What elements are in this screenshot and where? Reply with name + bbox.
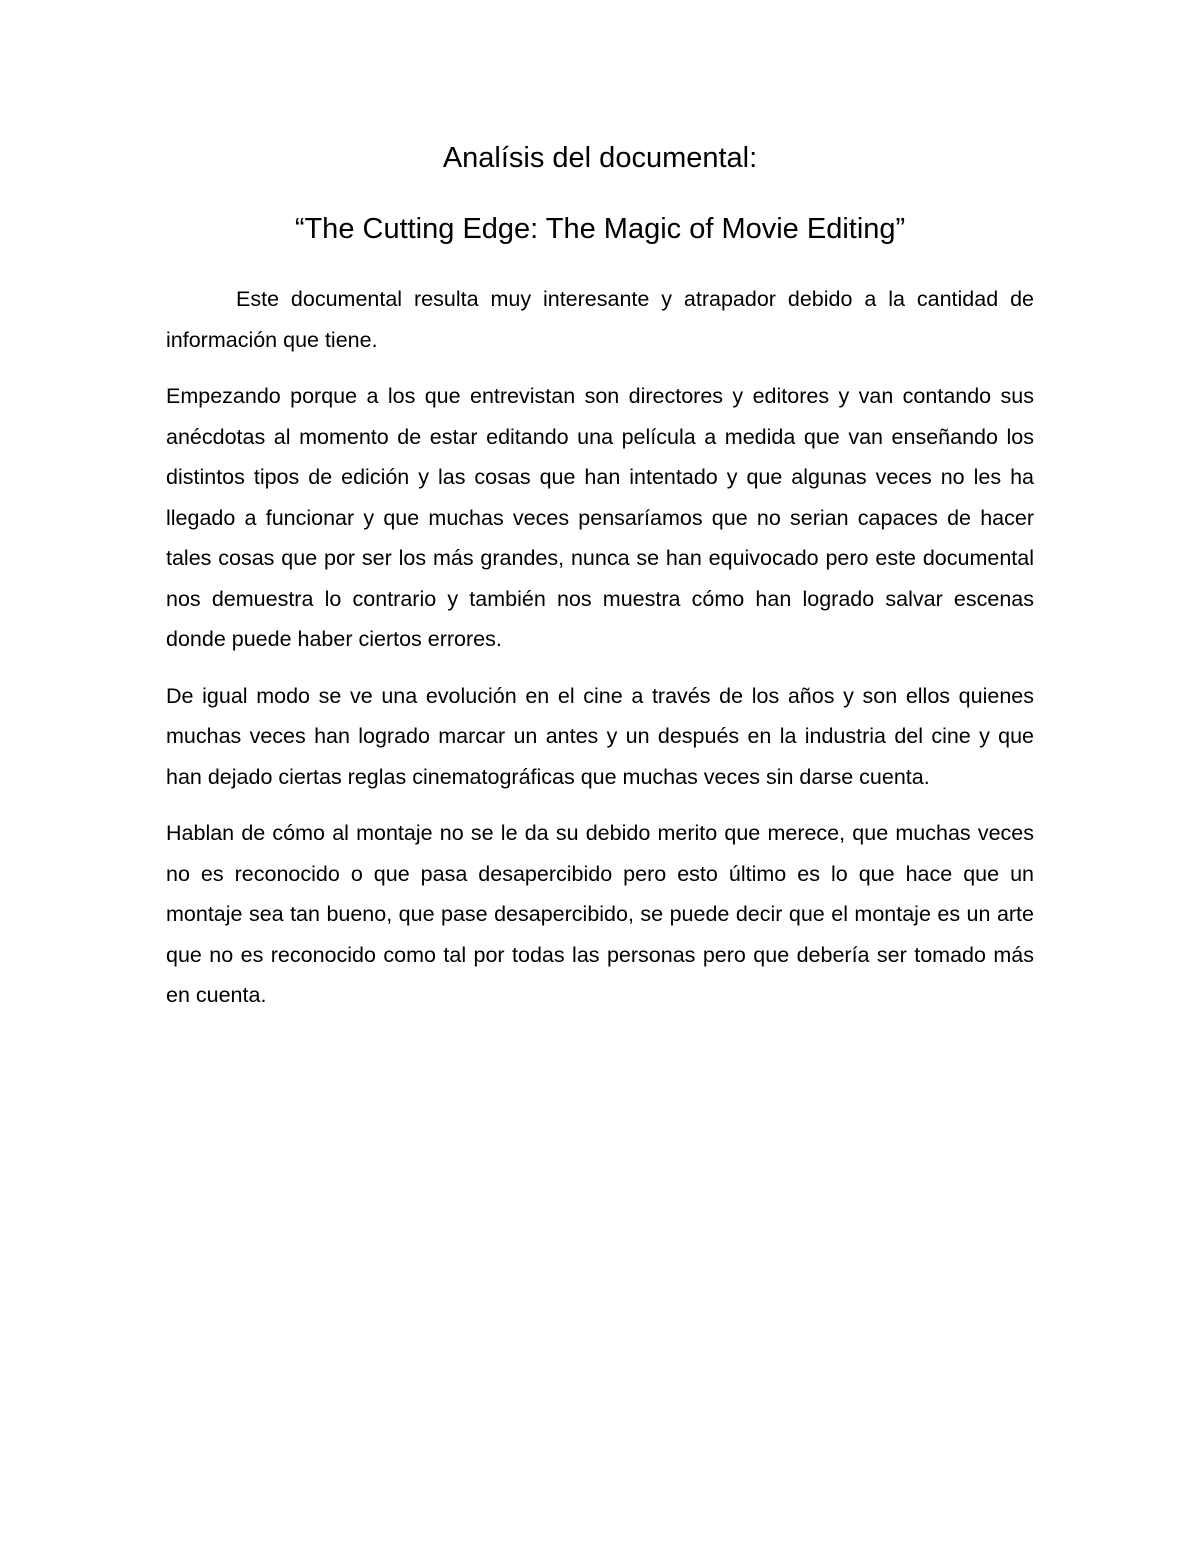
paragraph-montage: Hablan de cómo al montaje no se le da su debido merito que merece, que muchas veces no es reconocido o que pasa desapercibido pero esto último es lo que hace que un montaje sea tan bueno, que pase desapercibido, se puede decir que el montaje es un arte que no es reconocido como tal por todas las personas pero que debería ser tomado más en cuenta. [166, 821, 1034, 1007]
paragraph-interviews: Empezando porque a los que entrevistan son directores y editores y van contando sus anécdotas al momento de estar editando una película a medida que van enseñando los distintos tipos de edición y las cosas que han intentado y que algunas veces no les ha llegado a funcionar y que muchas veces pensaríamos que no serian capaces de hacer tales cosas que por ser los más grandes, nunca se han equivocado pero este documental nos demuestra lo contrario y también nos muestra cómo han logrado salvar escenas donde puede haber ciertos errores. [166, 384, 1034, 651]
document-title: Analísis del documental: [442, 142, 758, 174]
paragraph-intro: Este documental resulta muy interesante y atrapador debido a la cantidad de información que tiene. [166, 287, 1034, 352]
documentary-title: “The Cutting Edge: The Magic of Movie Editing” [294, 213, 906, 245]
paragraph-evolution: De igual modo se ve una evolución en el cine a través de los años y son ellos quienes muchas veces han logrado marcar un antes y un después en la industria del cine y que han dejado ciertas reglas cinematográficas que muchas veces sin darse cuenta. [166, 683, 1034, 789]
document-body [166, 279, 1034, 1032]
